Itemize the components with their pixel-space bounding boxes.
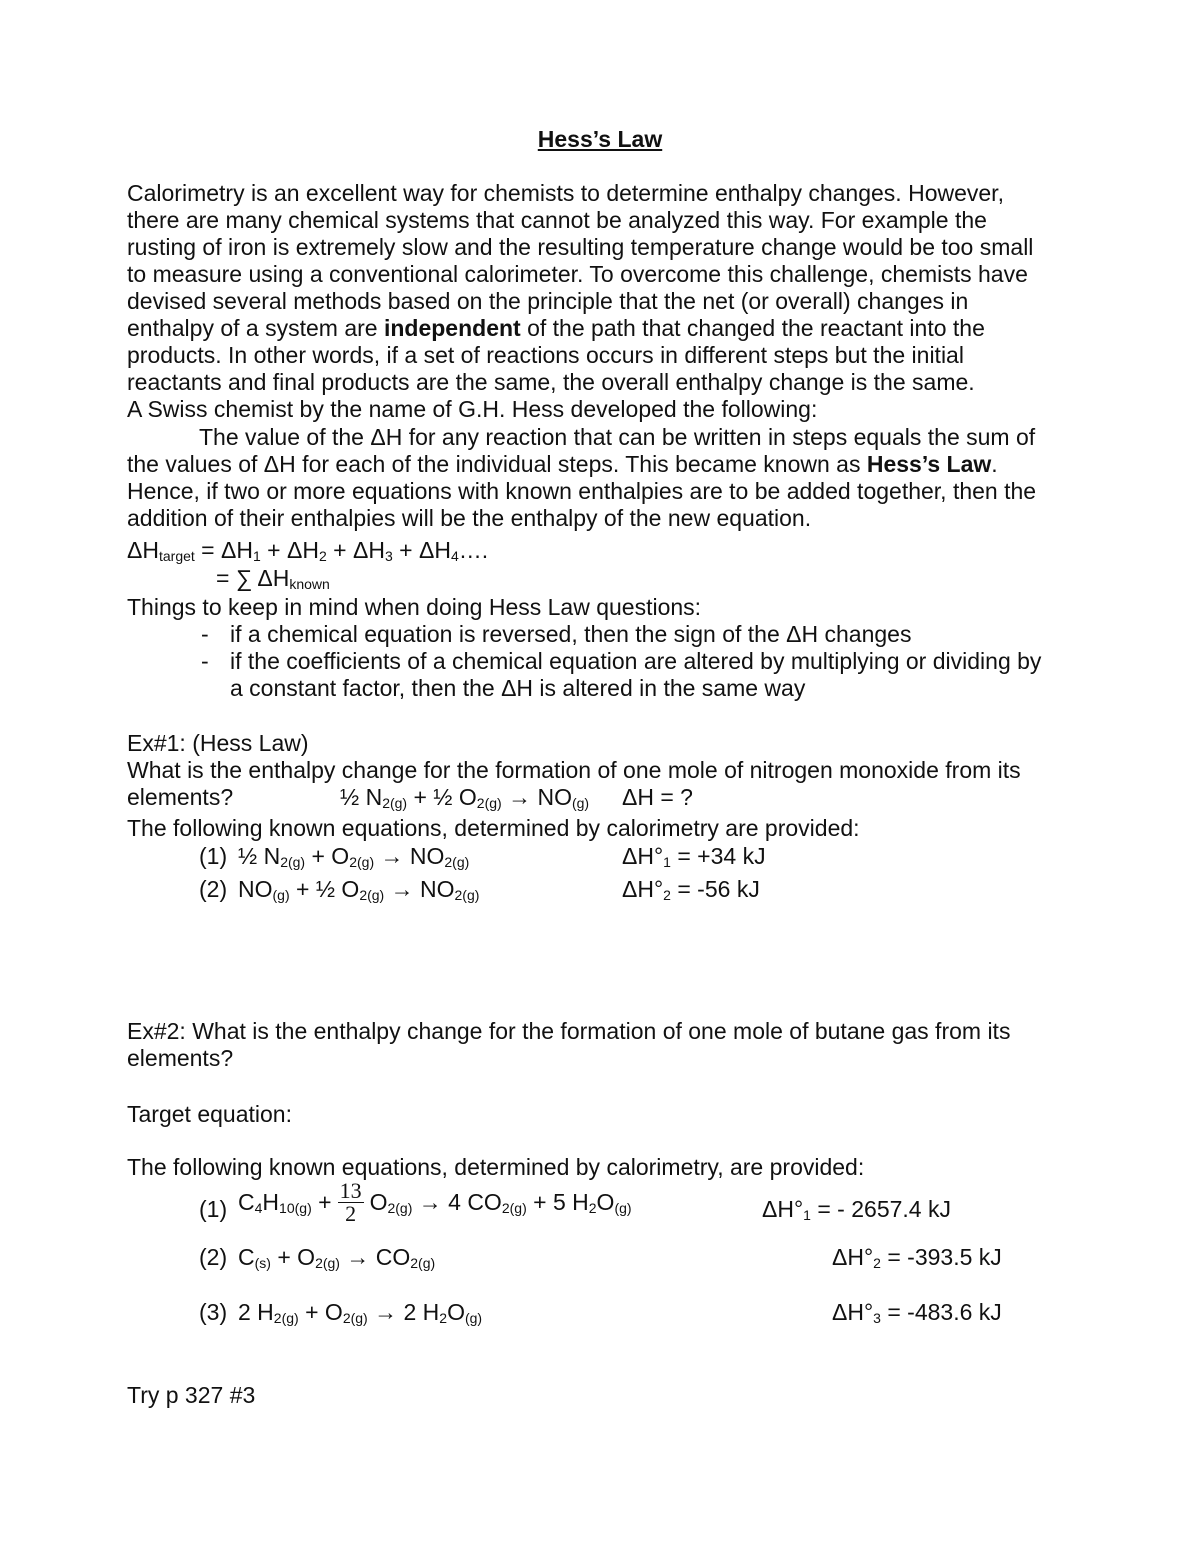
subscript: 2: [588, 1200, 597, 1216]
text-span: → CO: [339, 1244, 411, 1270]
text-span: + O: [270, 1244, 316, 1270]
text-span: = ΔH: [194, 537, 253, 563]
bold-hess-law: Hess’s Law: [866, 451, 992, 477]
text-span: = -483.6 kJ: [880, 1299, 1002, 1325]
ex2-question: Ex#2: What is the enthalpy change for the formation of one mole of butane gas from its: [127, 1018, 1011, 1044]
text-span: +: [311, 1189, 332, 1215]
formula-delta-h-target: [127, 537, 488, 564]
subscript: (g): [571, 795, 590, 811]
intro-line-13: addition of their enthalpies will be the enthalpy of the new equation.: [127, 505, 812, 531]
ex2-target-label: Target equation:: [127, 1101, 292, 1127]
ex1-known-heading: The following known equations, determined by calorimetry are provided:: [127, 815, 860, 841]
text-span: NO: [238, 876, 273, 902]
hess-statement-line-1: The value of the ΔH for any reaction that can be written in steps equals the sum of: [199, 424, 1036, 450]
subscript: (g): [464, 1310, 483, 1326]
bullet-item-2-cont: a constant factor, then the ΔH is altered in the same way: [230, 675, 806, 701]
intro-line-12: Hence, if two or more equations with known enthalpies are to be added together, then the: [127, 478, 1037, 504]
bullet-item-2: if the coefficients of a chemical equation are altered by multiplying or dividing by: [230, 648, 1042, 674]
bullet-dash: -: [201, 648, 209, 674]
subscript: 2(g): [476, 795, 502, 811]
subscript: (g): [272, 887, 290, 903]
text-span: + 5 H: [526, 1189, 589, 1215]
ex2-eq2-number: (2): [199, 1244, 228, 1270]
text-span: ΔH°: [762, 1196, 804, 1222]
text-span: + ΔH: [260, 537, 319, 563]
text-span: → NO: [501, 784, 572, 810]
text-span: → 4 CO: [412, 1189, 502, 1215]
ex1-eq2-delta-h: [622, 876, 760, 903]
subscript: 2(g): [273, 1310, 299, 1326]
text-span: + ΔH: [326, 537, 385, 563]
subscript: 1: [803, 1207, 811, 1223]
intro-line-9: A Swiss chemist by the name of G.H. Hess developed the following:: [127, 396, 818, 422]
subscript: 2(g): [410, 1255, 436, 1271]
text-span: ΔH: [127, 537, 159, 563]
subscript: 2(g): [315, 1255, 340, 1271]
ex1-eq2: [238, 876, 479, 903]
hess-statement-line-2: [127, 451, 998, 478]
ex1-eq1-number: (1): [199, 843, 228, 869]
text-span: ½ N: [340, 784, 383, 810]
text-span: = -56 kJ: [670, 876, 760, 902]
subscript: 4: [450, 548, 459, 564]
subscript: target: [158, 548, 195, 564]
subscript: 3: [873, 1310, 881, 1326]
text-span: O: [596, 1189, 615, 1215]
subscript: 2(g): [454, 887, 480, 903]
ex2-known-heading: The following known equations, determined by calorimetry, are provided:: [127, 1154, 865, 1180]
bullet-item-1: if a chemical equation is reversed, then the sign of the ΔH changes: [230, 621, 912, 647]
fraction-denominator: 2: [345, 1201, 357, 1226]
text-span: → NO: [384, 876, 455, 902]
subscript: 2: [439, 1310, 448, 1326]
intro-line-7: products. In other words, if a set of reactions occurs in different steps but the initial: [127, 342, 964, 368]
text-span: + ΔH: [392, 537, 451, 563]
text-span: enthalpy of a system are: [127, 315, 384, 341]
subscript: 2: [318, 548, 327, 564]
text-span: [370, 1189, 632, 1215]
text-span: ΔH°: [622, 843, 664, 869]
text-span: O: [369, 1189, 388, 1215]
intro-line-6: [127, 315, 985, 342]
subscript: 2(g): [387, 1200, 413, 1216]
subscript: 4: [254, 1200, 263, 1216]
text-span: C: [238, 1244, 255, 1270]
ex1-eq1-delta-h: [622, 843, 766, 870]
text-span: O: [447, 1299, 465, 1325]
ex2-eq3-delta-h: [832, 1299, 1002, 1326]
bullet-dash: -: [201, 621, 209, 647]
subscript: 2(g): [501, 1200, 527, 1216]
text-span: the values of ΔH for each of the individual steps. This became known as: [127, 451, 867, 477]
subscript: 1: [252, 548, 261, 564]
text-span: 2 H: [238, 1299, 274, 1325]
ex1-target-equation: [340, 784, 589, 811]
text-span: + O: [305, 843, 350, 869]
bold-independent: independent: [383, 315, 521, 341]
text-span: C: [238, 1189, 255, 1215]
ex2-eq1: [238, 1180, 632, 1225]
ex2-elements: elements?: [127, 1045, 234, 1071]
subscript: 2: [873, 1255, 881, 1271]
text-span: ΔH°: [832, 1299, 874, 1325]
subscript: 2(g): [359, 887, 385, 903]
intro-line-4: to measure using a conventional calorimeter. To overcome this challenge, chemists have: [127, 261, 1028, 287]
intro-line-2: there are many chemical systems that cannot be analyzed this way. For example the: [127, 207, 987, 233]
subscript: (s): [254, 1255, 271, 1271]
ex2-eq2-delta-h: [832, 1244, 1002, 1271]
ex1-heading: Ex#1: (Hess Law): [127, 730, 309, 756]
subscript: 1: [663, 854, 671, 870]
ex1-elements: elements?: [127, 784, 234, 810]
subscript: 2(g): [280, 854, 306, 870]
subscript: 2(g): [382, 795, 408, 811]
text-span: + ½ O: [407, 784, 477, 810]
page-title: Hess’s Law: [537, 126, 663, 152]
text-span: H: [262, 1189, 280, 1215]
text-span: ….: [458, 537, 489, 563]
subscript: 2(g): [342, 1310, 368, 1326]
subscript: known: [289, 576, 330, 592]
intro-line-8: reactants and final products are the same, the overall enthalpy change is the same.: [127, 369, 975, 395]
text-span: = - 2657.4 kJ: [810, 1196, 951, 1222]
text-span: [238, 1189, 332, 1215]
subscript: 2(g): [444, 854, 470, 870]
text-span: ΔH°: [622, 876, 664, 902]
subscript: 3: [384, 548, 393, 564]
ex1-eq2-number: (2): [199, 876, 228, 902]
text-span: + O: [298, 1299, 343, 1325]
text-span: → NO: [374, 843, 445, 869]
text-span: .: [991, 451, 998, 477]
ex2-eq2: [238, 1244, 435, 1271]
ex2-eq3-number: (3): [199, 1299, 228, 1325]
text-span: of the path that changed the reactant into the: [520, 315, 985, 341]
text-span: ΔH°: [832, 1244, 874, 1270]
ex2-eq1-delta-h: [762, 1196, 951, 1223]
try-practice-line: Try p 327 #3: [127, 1382, 256, 1408]
subscript: 2: [663, 887, 671, 903]
ex1-eq1: [238, 843, 469, 870]
text-span: ½ N: [238, 843, 281, 869]
text-span: = +34 kJ: [670, 843, 766, 869]
ex2-eq3: [238, 1299, 482, 1326]
ex1-question: What is the enthalpy change for the formation of one mole of nitrogen monoxide from its: [127, 757, 1021, 783]
subscript: (g): [614, 1200, 632, 1216]
intro-line-5: devised several methods based on the principle that the net (or overall) changes in: [127, 288, 969, 314]
intro-line-1: Calorimetry is an excellent way for chemists to determine enthalpy changes. However,: [127, 180, 1004, 206]
subscript: 10(g): [279, 1200, 312, 1216]
intro-line-3: rusting of iron is extremely slow and the resulting temperature change would be too small: [127, 234, 1034, 260]
fraction-numerator: 13: [339, 1178, 362, 1203]
things-heading: Things to keep in mind when doing Hess Law questions:: [127, 594, 702, 620]
text-span: = ∑ ΔH: [216, 565, 290, 591]
subscript: 2(g): [349, 854, 375, 870]
fraction-thirteen-halves: [338, 1180, 364, 1225]
formula-sum-known: [216, 565, 330, 592]
text-span: = -393.5 kJ: [880, 1244, 1002, 1270]
text-span: → 2 H: [367, 1299, 440, 1325]
text-span: + ½ O: [289, 876, 360, 902]
ex1-target-delta-h: ΔH = ?: [622, 784, 693, 810]
ex2-eq1-number: (1): [199, 1196, 228, 1222]
